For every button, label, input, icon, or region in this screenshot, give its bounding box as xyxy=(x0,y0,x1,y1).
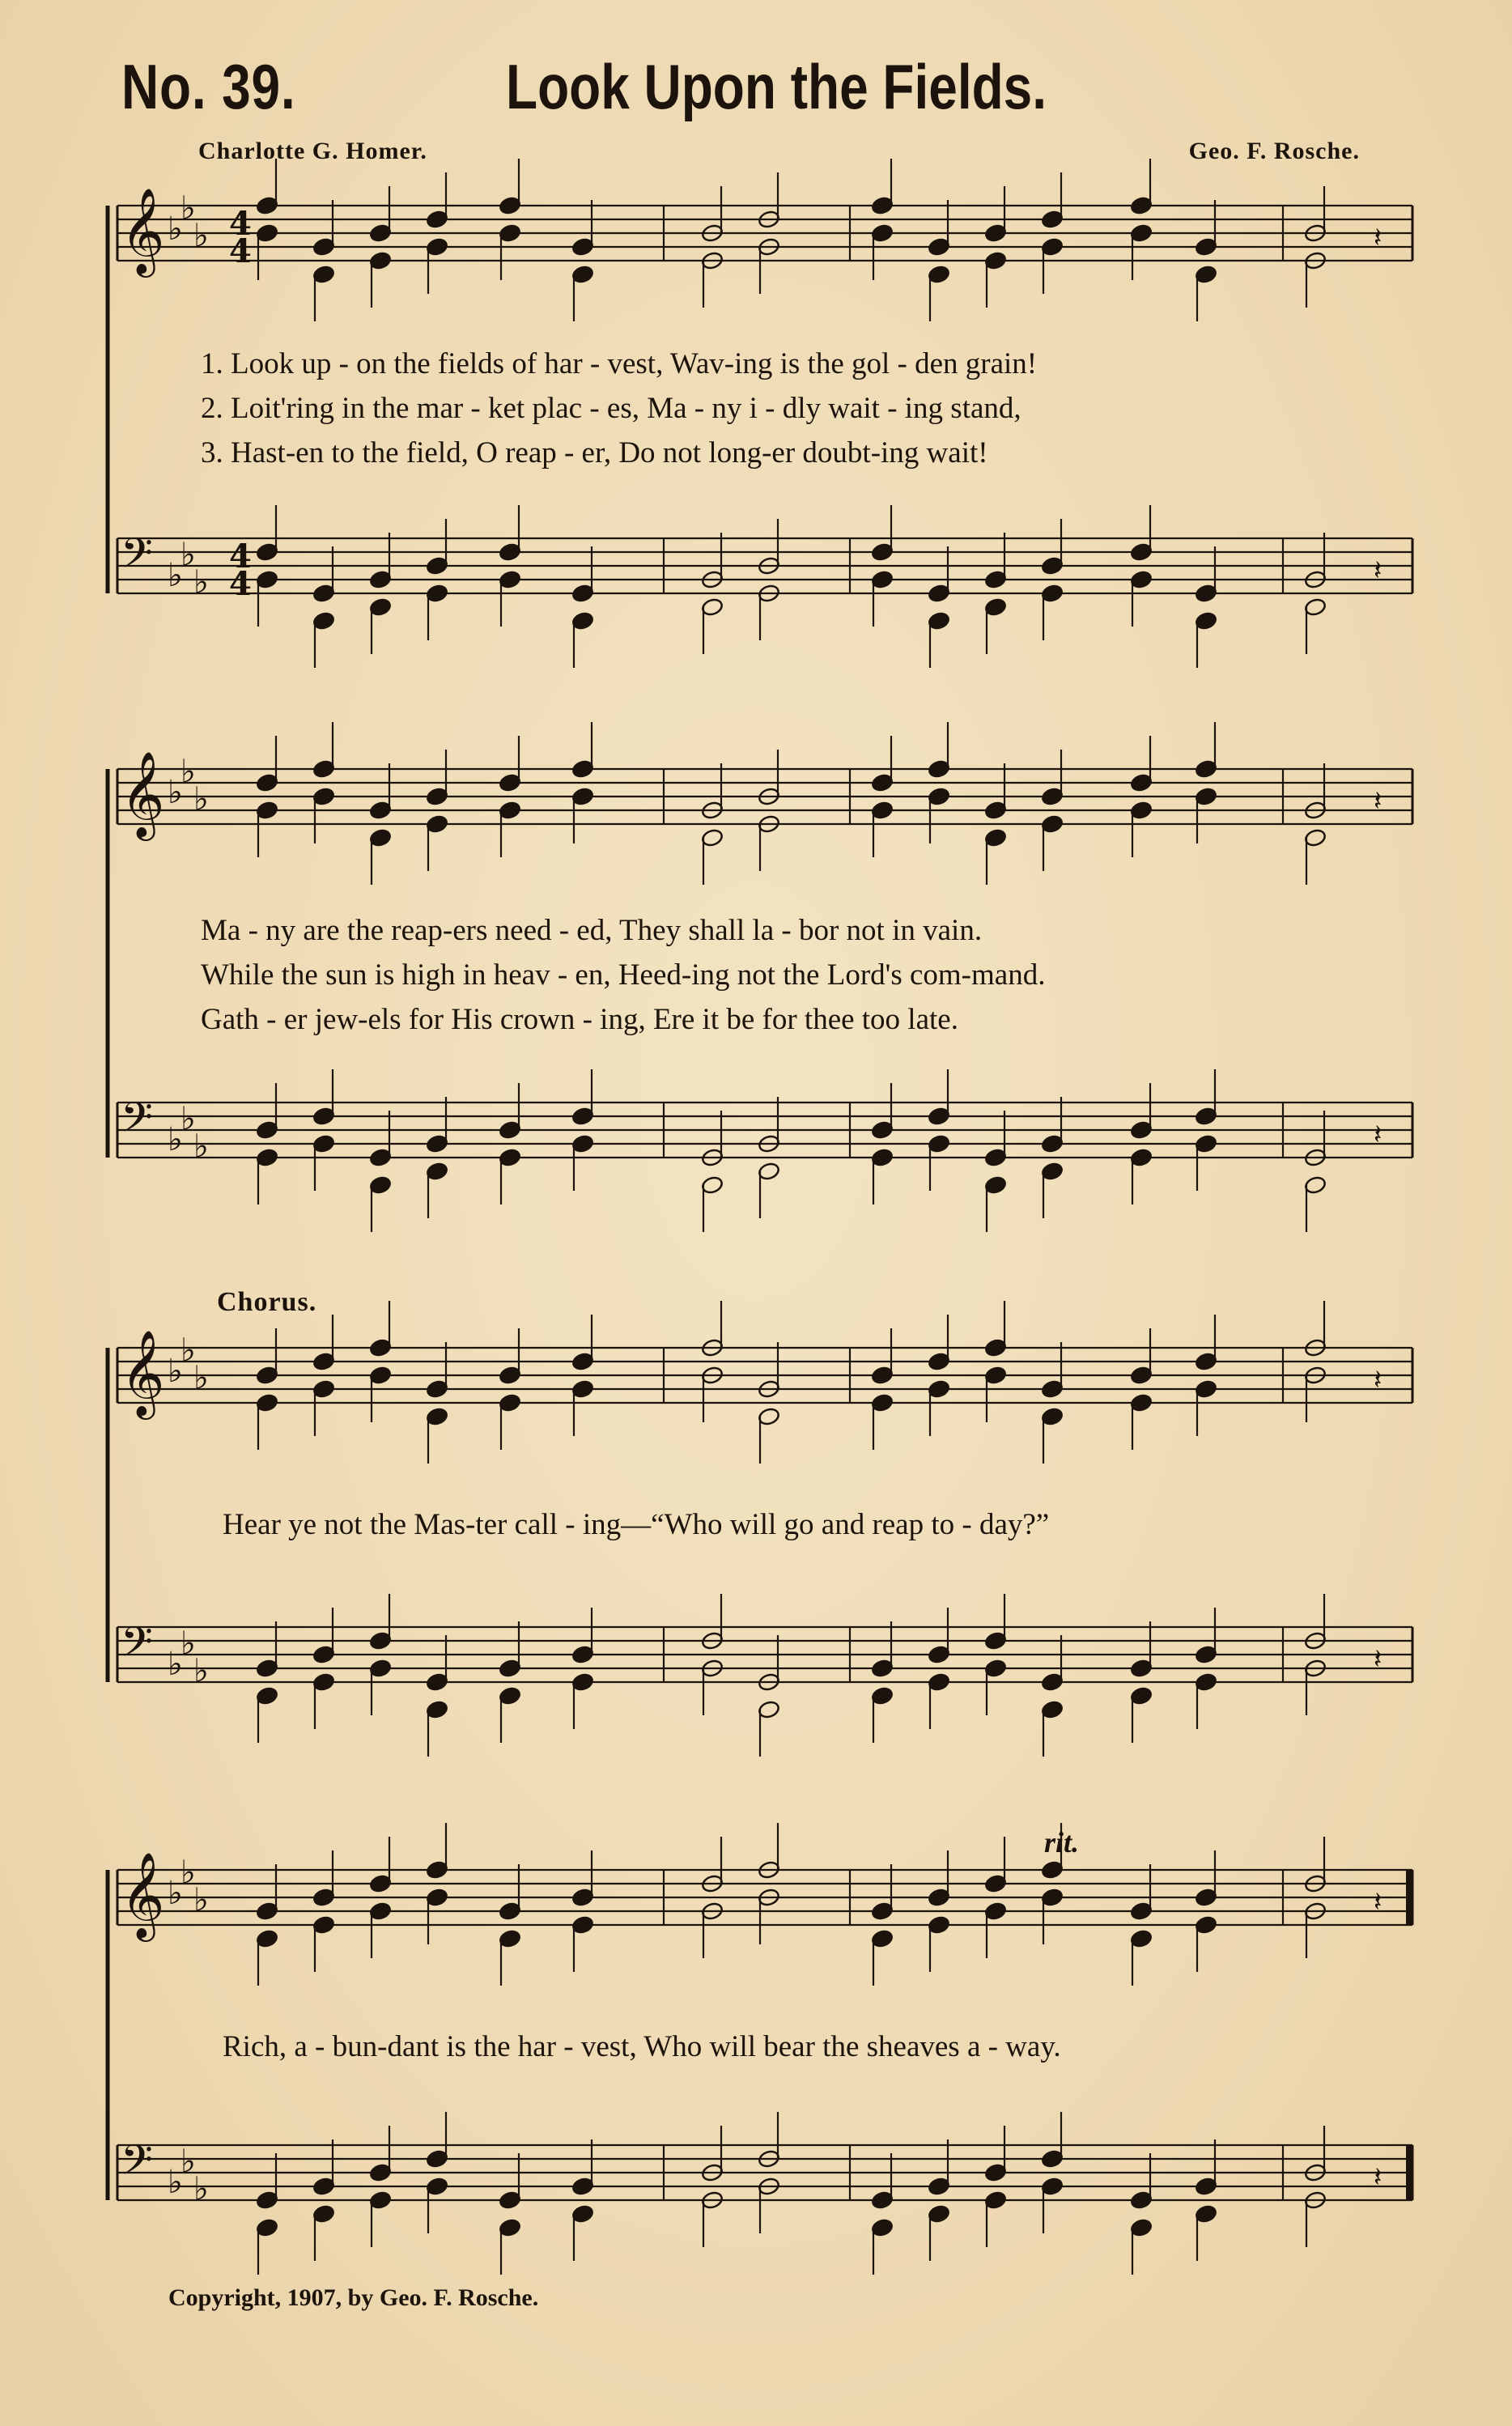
composer-credit: Geo. F. Rosche. xyxy=(1188,138,1360,164)
flat-icon: ♭ xyxy=(181,2143,196,2181)
flat-icon: ♭ xyxy=(181,1332,196,1370)
chorus-label: Chorus. xyxy=(217,1287,317,1317)
flat-icon: ♭ xyxy=(181,753,196,791)
verse-2-line-1: 2. Loit'ring in the mar - ket plac - es, Ma - ny i - dly wait - ing stand, xyxy=(201,392,1021,425)
verse-3-line-1: 3. Hast-en to the field, O reap - er, Do not long-er doubt-ing wait! xyxy=(201,436,988,469)
bass-clef-icon: 𝄢 xyxy=(121,1093,153,1152)
flat-icon: ♭ xyxy=(168,774,183,811)
flat-icon: ♭ xyxy=(193,1359,209,1397)
chorus-line-2: Rich, a - bun-dant is the har - vest, Who will bear the sheaves a - way. xyxy=(223,2030,1061,2063)
lyricist-credit: Charlotte G. Homer. xyxy=(198,138,427,164)
time-signature: 4 xyxy=(229,232,252,270)
copyright-notice: Copyright, 1907, by Geo. F. Rosche. xyxy=(168,2284,539,2311)
flat-icon: ♭ xyxy=(181,189,196,227)
staff-treble xyxy=(117,722,1412,885)
final-barline xyxy=(1406,1870,1412,1925)
flat-icon: ♭ xyxy=(193,1128,209,1166)
flat-icon: ♭ xyxy=(168,1121,183,1158)
verse-2-line-2: While the sun is high in heav - en, Heed-ing not the Lord's com-mand. xyxy=(201,958,1046,992)
rest-icon: 𝄽 xyxy=(1374,1119,1382,1151)
rest-icon: 𝄽 xyxy=(1374,1886,1382,1918)
flat-icon: ♭ xyxy=(193,2170,209,2208)
flat-icon: ♭ xyxy=(181,1854,196,1892)
tempo-marking: rit. xyxy=(1044,1826,1080,1859)
treble-clef-icon: 𝄞 xyxy=(121,750,165,837)
staff-treble xyxy=(117,1301,1412,1464)
hymn-title: Look Upon the Fields. xyxy=(506,51,1047,122)
flat-icon: ♭ xyxy=(181,1100,196,1138)
flat-icon: ♭ xyxy=(168,1353,183,1390)
staff-bass xyxy=(117,505,1412,668)
rest-icon: 𝄽 xyxy=(1374,785,1382,818)
flat-icon: ♭ xyxy=(168,1875,183,1912)
rest-icon: 𝄽 xyxy=(1374,222,1382,254)
staff-bass xyxy=(117,1594,1412,1757)
verse-3-line-2: Gath - er jew-els for His crown - ing, Ere it be for thee too late. xyxy=(201,1003,958,1036)
verse-1-line-1: 1. Look up - on the fields of har - vest, Wav-ing is the gol - den grain! xyxy=(201,347,1038,380)
time-signature: 4 xyxy=(229,537,252,576)
staff-treble xyxy=(117,159,1412,321)
flat-icon: ♭ xyxy=(168,2164,183,2201)
bass-clef-icon: 𝄢 xyxy=(121,1617,153,1676)
verse-1-line-2: Ma - ny are the reap-ers need - ed, They shall la - bor not in vain. xyxy=(201,914,983,947)
treble-clef-icon: 𝄞 xyxy=(121,1329,165,1416)
flat-icon: ♭ xyxy=(193,1652,209,1690)
staff-bass xyxy=(117,1069,1412,1232)
flat-icon: ♭ xyxy=(193,780,209,818)
treble-clef-icon: 𝄞 xyxy=(121,187,165,274)
flat-icon: ♭ xyxy=(193,563,209,601)
rest-icon: 𝄽 xyxy=(1374,1364,1382,1396)
rest-icon: 𝄽 xyxy=(1374,1643,1382,1676)
flat-icon: ♭ xyxy=(193,1881,209,1919)
flat-icon: ♭ xyxy=(181,1625,196,1663)
time-signature: 4 xyxy=(229,205,252,243)
time-signature: 4 xyxy=(229,565,252,603)
rest-icon: 𝄽 xyxy=(1374,554,1382,587)
final-barline xyxy=(1406,2145,1412,2200)
staff-treble xyxy=(117,1823,1412,1986)
flat-icon: ♭ xyxy=(193,217,209,255)
rest-icon: 𝄽 xyxy=(1374,2161,1382,2194)
bass-clef-icon: 𝄢 xyxy=(121,529,153,588)
staff-bass xyxy=(117,2112,1412,2275)
hymn-number: No. 39. xyxy=(121,51,296,122)
flat-icon: ♭ xyxy=(181,536,196,574)
bass-clef-icon: 𝄢 xyxy=(121,2135,153,2194)
flat-icon: ♭ xyxy=(168,210,183,248)
treble-clef-icon: 𝄞 xyxy=(121,1851,165,1938)
flat-icon: ♭ xyxy=(168,557,183,594)
flat-icon: ♭ xyxy=(168,1646,183,1683)
chorus-line-1: Hear ye not the Mas-ter call - ing—“Who will go and reap to - day?” xyxy=(223,1508,1050,1541)
